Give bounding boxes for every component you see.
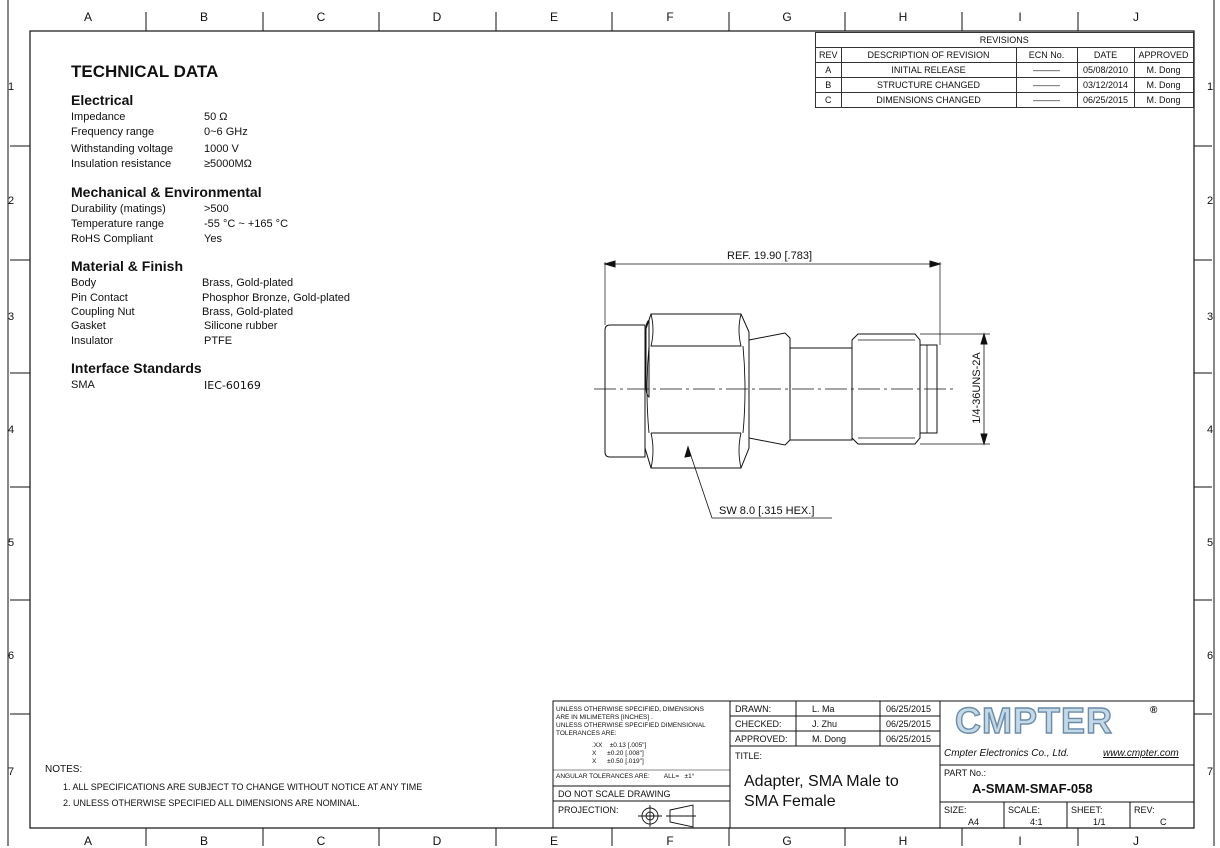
- spec-value: ≥5000MΩ: [204, 158, 252, 170]
- drawing-title-line: Adapter, SMA Male to: [744, 773, 899, 790]
- angular-tolerance: ANGULAR TOLERANCES ARE: ALL= ±1°: [556, 773, 695, 780]
- rev-label: REV:: [1134, 805, 1155, 815]
- spec-label: Durability (matings): [71, 203, 166, 215]
- spec-label: Gasket: [71, 320, 106, 332]
- zone-col-label: G: [782, 10, 792, 24]
- thread-dimension-text: 1/4-36UNS-2A: [971, 352, 983, 424]
- rev-cell: ———: [1016, 78, 1077, 93]
- zone-col-label: D: [432, 10, 442, 24]
- zone-col-label: F: [666, 834, 674, 848]
- zone-row-label: 2: [1206, 195, 1214, 207]
- sheet-value: 1/1: [1093, 817, 1106, 827]
- zone-col-label: H: [898, 834, 908, 848]
- zone-col-label: C: [316, 10, 326, 24]
- zone-row-label: 3: [1206, 311, 1214, 323]
- spec-label: Pin Contact: [71, 292, 128, 304]
- projection-symbol: [638, 805, 696, 827]
- spec-value: Brass, Gold-plated: [202, 277, 294, 289]
- section-heading: Electrical: [71, 92, 134, 108]
- zone-row-label: 4: [7, 424, 15, 436]
- spec-label: RoHS Compliant: [71, 233, 153, 245]
- scale-label: SCALE:: [1008, 805, 1041, 815]
- spec-value: >500: [204, 203, 229, 215]
- rev-cell: 05/08/2010: [1077, 63, 1134, 78]
- part-number: A-SMAM-SMAF-058: [972, 781, 1093, 796]
- ref-dimension-text: REF. 19.90 [.783]: [727, 250, 812, 262]
- spec-label: Impedance: [71, 111, 126, 123]
- zone-row-label: 1: [7, 81, 15, 93]
- spec-value: PTFE: [204, 335, 233, 347]
- tolerance-text: UNLESS OTHERWISE SPECIFIED, DIMENSIONS: [556, 706, 704, 713]
- company-name: Cmpter Electronics Co., Ltd.: [944, 748, 1070, 759]
- zone-row-label: 7: [7, 766, 15, 778]
- spec-value: Yes: [204, 233, 222, 245]
- zone-row-label: 4: [1206, 424, 1214, 436]
- section-heading: Interface Standards: [71, 360, 202, 376]
- zone-row-label: 3: [7, 311, 15, 323]
- approved-date: 06/25/2015: [886, 734, 932, 744]
- drawn-by: L. Ma: [812, 704, 835, 714]
- spec-value: 1000 V: [204, 143, 239, 155]
- zone-row-label: 7: [1206, 766, 1214, 778]
- zone-col-label: G: [782, 834, 792, 848]
- spec-label: Coupling Nut: [71, 306, 135, 318]
- zone-row-label: 2: [7, 195, 15, 207]
- rev-value: C: [1160, 817, 1167, 827]
- drawn-label: DRAWN:: [735, 704, 772, 714]
- spec-value: IEC-60169: [204, 379, 261, 392]
- revisions-title: REVISIONS: [816, 33, 1194, 48]
- tolerance-text: TOLERANCES ARE:: [556, 730, 617, 737]
- rev-header: DATE: [1077, 48, 1134, 63]
- note-item: 1. ALL SPECIFICATIONS ARE SUBJECT TO CHANGE WITHOUT NOTICE AT ANY TIME: [63, 782, 423, 792]
- company-logo: CMPTER: [955, 700, 1113, 741]
- tolerance-text: UNLESS OTHERWISE SPECIFIED DIMENSIONAL: [556, 722, 706, 729]
- scale-value: 4:1: [1030, 817, 1043, 827]
- rev-cell: B: [816, 78, 842, 93]
- spec-label: SMA: [71, 379, 95, 391]
- sheet-label: SHEET:: [1071, 805, 1103, 815]
- spec-value: Silicone rubber: [204, 320, 278, 332]
- zone-col-label: I: [1018, 10, 1022, 24]
- zone-row-label: 5: [1206, 537, 1214, 549]
- rev-header: DESCRIPTION OF REVISION: [841, 48, 1016, 63]
- zone-col-label: J: [1133, 10, 1139, 24]
- drawing-title-line: SMA Female: [744, 793, 836, 810]
- rev-header: REV: [816, 48, 842, 63]
- approved-label: APPROVED:: [735, 734, 788, 744]
- size-label: SIZE:: [944, 805, 967, 815]
- zone-row-label: 5: [7, 537, 15, 549]
- spec-label: Insulator: [71, 335, 114, 347]
- projection-label: PROJECTION:: [558, 805, 619, 815]
- title-label: TITLE:: [735, 751, 763, 761]
- rev-cell: C: [816, 93, 842, 108]
- spec-label: Insulation resistance: [71, 158, 172, 170]
- company-website[interactable]: www.cmpter.com: [1103, 748, 1179, 759]
- zone-col-label: C: [316, 834, 326, 848]
- spec-value: 50 Ω: [204, 111, 228, 123]
- zone-col-label: H: [898, 10, 908, 24]
- no-scale-text: DO NOT SCALE DRAWING: [558, 789, 671, 799]
- registered-mark: ®: [1150, 705, 1158, 716]
- rev-cell: STRUCTURE CHANGED: [841, 78, 1016, 93]
- checked-date: 06/25/2015: [886, 719, 932, 729]
- zone-row-label: 6: [7, 650, 15, 662]
- rev-cell: A: [816, 63, 842, 78]
- rev-cell: M. Dong: [1134, 63, 1193, 78]
- zone-col-label: I: [1018, 834, 1022, 848]
- section-heading: Material & Finish: [71, 258, 184, 274]
- zone-row-label: 1: [1206, 81, 1214, 93]
- tolerance-x: X ±0.50 [.019"]: [592, 758, 644, 765]
- zone-col-label: B: [199, 10, 208, 24]
- spec-label: Temperature range: [71, 218, 164, 230]
- spec-value: 0~6 GHz: [204, 126, 248, 138]
- rev-cell: M. Dong: [1134, 78, 1193, 93]
- rev-header: ECN No.: [1016, 48, 1077, 63]
- spec-value: Brass, Gold-plated: [202, 306, 294, 318]
- tolerance-text: ARE IN MILIMETERS [INCHES] .: [556, 714, 653, 721]
- zone-col-label: F: [666, 10, 674, 24]
- rev-cell: DIMENSIONS CHANGED: [841, 93, 1016, 108]
- rev-header: APPROVED: [1134, 48, 1193, 63]
- zone-col-label: A: [83, 834, 92, 848]
- approved-by: M. Dong: [812, 734, 847, 744]
- technical-data-title: TECHNICAL DATA: [71, 62, 219, 81]
- tolerance-x: X ±0.20 [.008"]: [592, 750, 644, 757]
- zone-col-label: E: [549, 10, 558, 24]
- note-item: 2. UNLESS OTHERWISE SPECIFIED ALL DIMENSIONS ARE NOMINAL.: [63, 798, 360, 808]
- zone-row-label: 6: [1206, 650, 1214, 662]
- zone-col-label: E: [549, 834, 558, 848]
- spec-label: Body: [71, 277, 97, 289]
- spec-value: -55 °C ~ +165 °C: [204, 218, 289, 230]
- rev-cell: ———: [1016, 93, 1077, 108]
- hex-dimension-text: SW 8.0 [.315 HEX.]: [719, 505, 815, 517]
- rev-cell: ———: [1016, 63, 1077, 78]
- size-value: A4: [968, 817, 980, 827]
- zone-col-label: J: [1133, 834, 1139, 848]
- rev-cell: M. Dong: [1134, 93, 1193, 108]
- rev-cell: INITIAL RELEASE: [841, 63, 1016, 78]
- checked-label: CHECKED:: [735, 719, 782, 729]
- zone-col-label: A: [83, 10, 92, 24]
- spec-label: Frequency range: [71, 126, 155, 138]
- spec-label: Withstanding voltage: [71, 143, 174, 155]
- tolerance-xx: .XX ±0.13 [.005"]: [592, 742, 647, 749]
- checked-by: J. Zhu: [812, 719, 838, 729]
- section-heading: Mechanical & Environmental: [71, 184, 262, 200]
- zone-col-label: D: [432, 834, 442, 848]
- notes-title: NOTES:: [45, 764, 83, 775]
- part-label: PART No.:: [944, 768, 987, 778]
- drawn-date: 06/25/2015: [886, 704, 932, 714]
- rev-cell: 03/12/2014: [1077, 78, 1134, 93]
- rev-cell: 06/25/2015: [1077, 93, 1134, 108]
- zone-col-label: B: [199, 834, 208, 848]
- spec-value: Phosphor Bronze, Gold-plated: [202, 292, 350, 304]
